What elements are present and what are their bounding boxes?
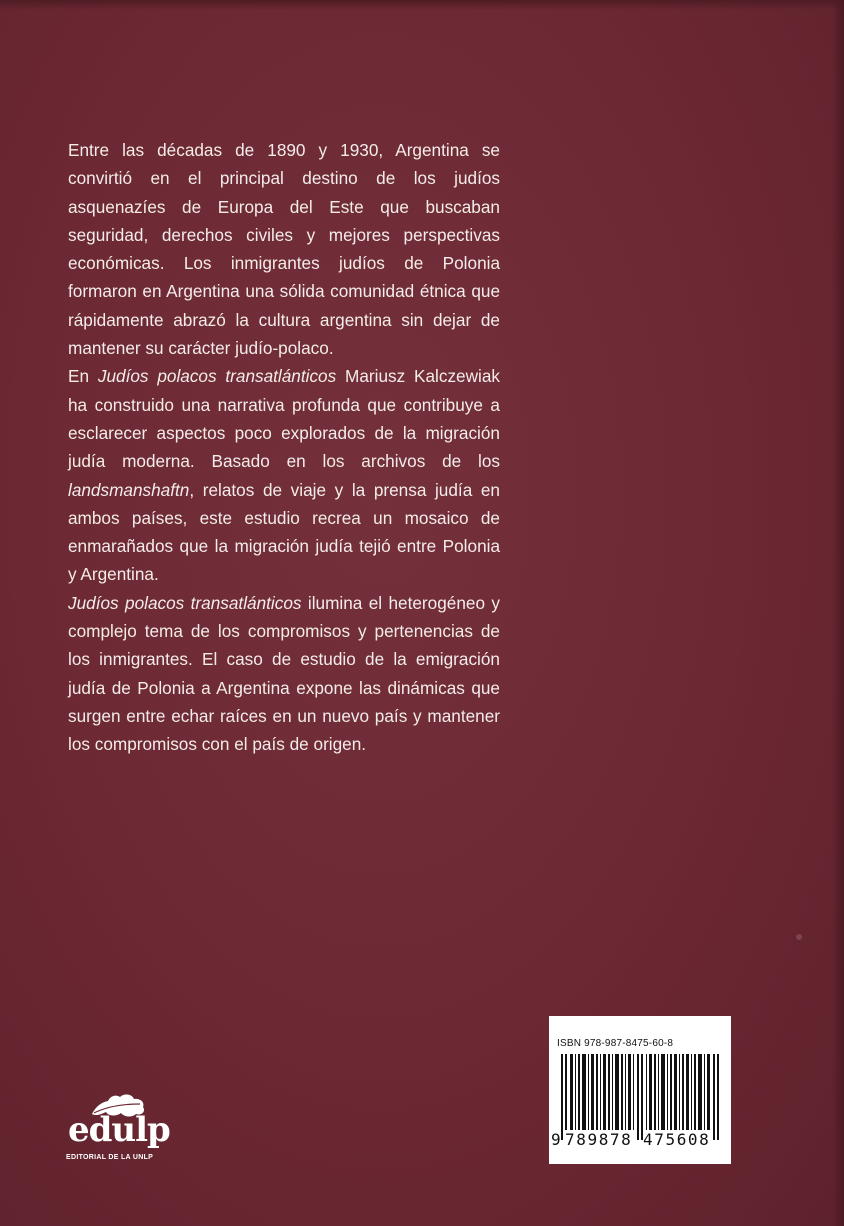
right-edge-shadow [832,0,844,1226]
ean-digits [551,1130,727,1150]
blurb-paragraph-3 [68,589,500,759]
paragraph-3-text: ilumina el heterogéneo y complejo tema de los compromisos y pertenencias de los inmigrantes. El caso de estudio de la emigración judía de Polonia a Argentina expone las dinámicas que surgen entre echar raíces en un nuevo país y mantener los compromisos con el país de origen. [68,592,500,755]
publisher-logo [58,1092,168,1170]
book-title-italic: Judíos polacos transatlánticos [68,592,302,613]
back-cover-blurb [68,136,500,759]
ean-right-group: 475608 [643,1130,711,1149]
barcode-icon [561,1054,721,1140]
isbn-number: ISBN 978-987-8475-60-8 [557,1038,674,1049]
ean-first-digit: 9 [551,1130,561,1149]
isbn-barcode-label [549,1016,731,1164]
paragraph-2-middle: Mariusz Kalczewiak ha construido una narrativa profunda que contribuye a esclarecer aspectos poco explorados de la migración judía moderna. Basado en los archivos de los [68,366,500,472]
landsmanshaftn-term: landsmanshaftn [68,479,190,500]
blurb-paragraph-1: Entre las décadas de 1890 y 1930, Argentina se convirtió en el principal destino de los judíos asquenazíes de Europa del Este que buscaban seguridad, derechos civiles y mejores perspectivas económicas. Los inmigrantes judíos de Polonia formaron en Argentina una sólida comunidad étnica que rápidamente abrazó la cultura argentina sin dejar de mantener su carácter judío-polaco. [68,140,500,359]
paragraph-2-prefix: En [68,366,98,387]
publisher-logo-text: edulp [68,1110,170,1150]
surface-speck [796,934,802,940]
book-title-italic: Judíos polacos transatlánticos [97,366,337,387]
ean-left-group: 789878 [565,1130,633,1149]
top-edge-shadow [0,0,844,10]
publisher-name: EDITORIAL DE LA UNLP [66,1154,154,1161]
blurb-paragraph-2 [68,362,500,588]
paragraph-2-suffix: , relatos de viaje y la prensa judía en ambos países, este estudio recrea un mosaico de enmarañados que la migración judía tejió entre Polonia y Argentina. [68,479,500,585]
